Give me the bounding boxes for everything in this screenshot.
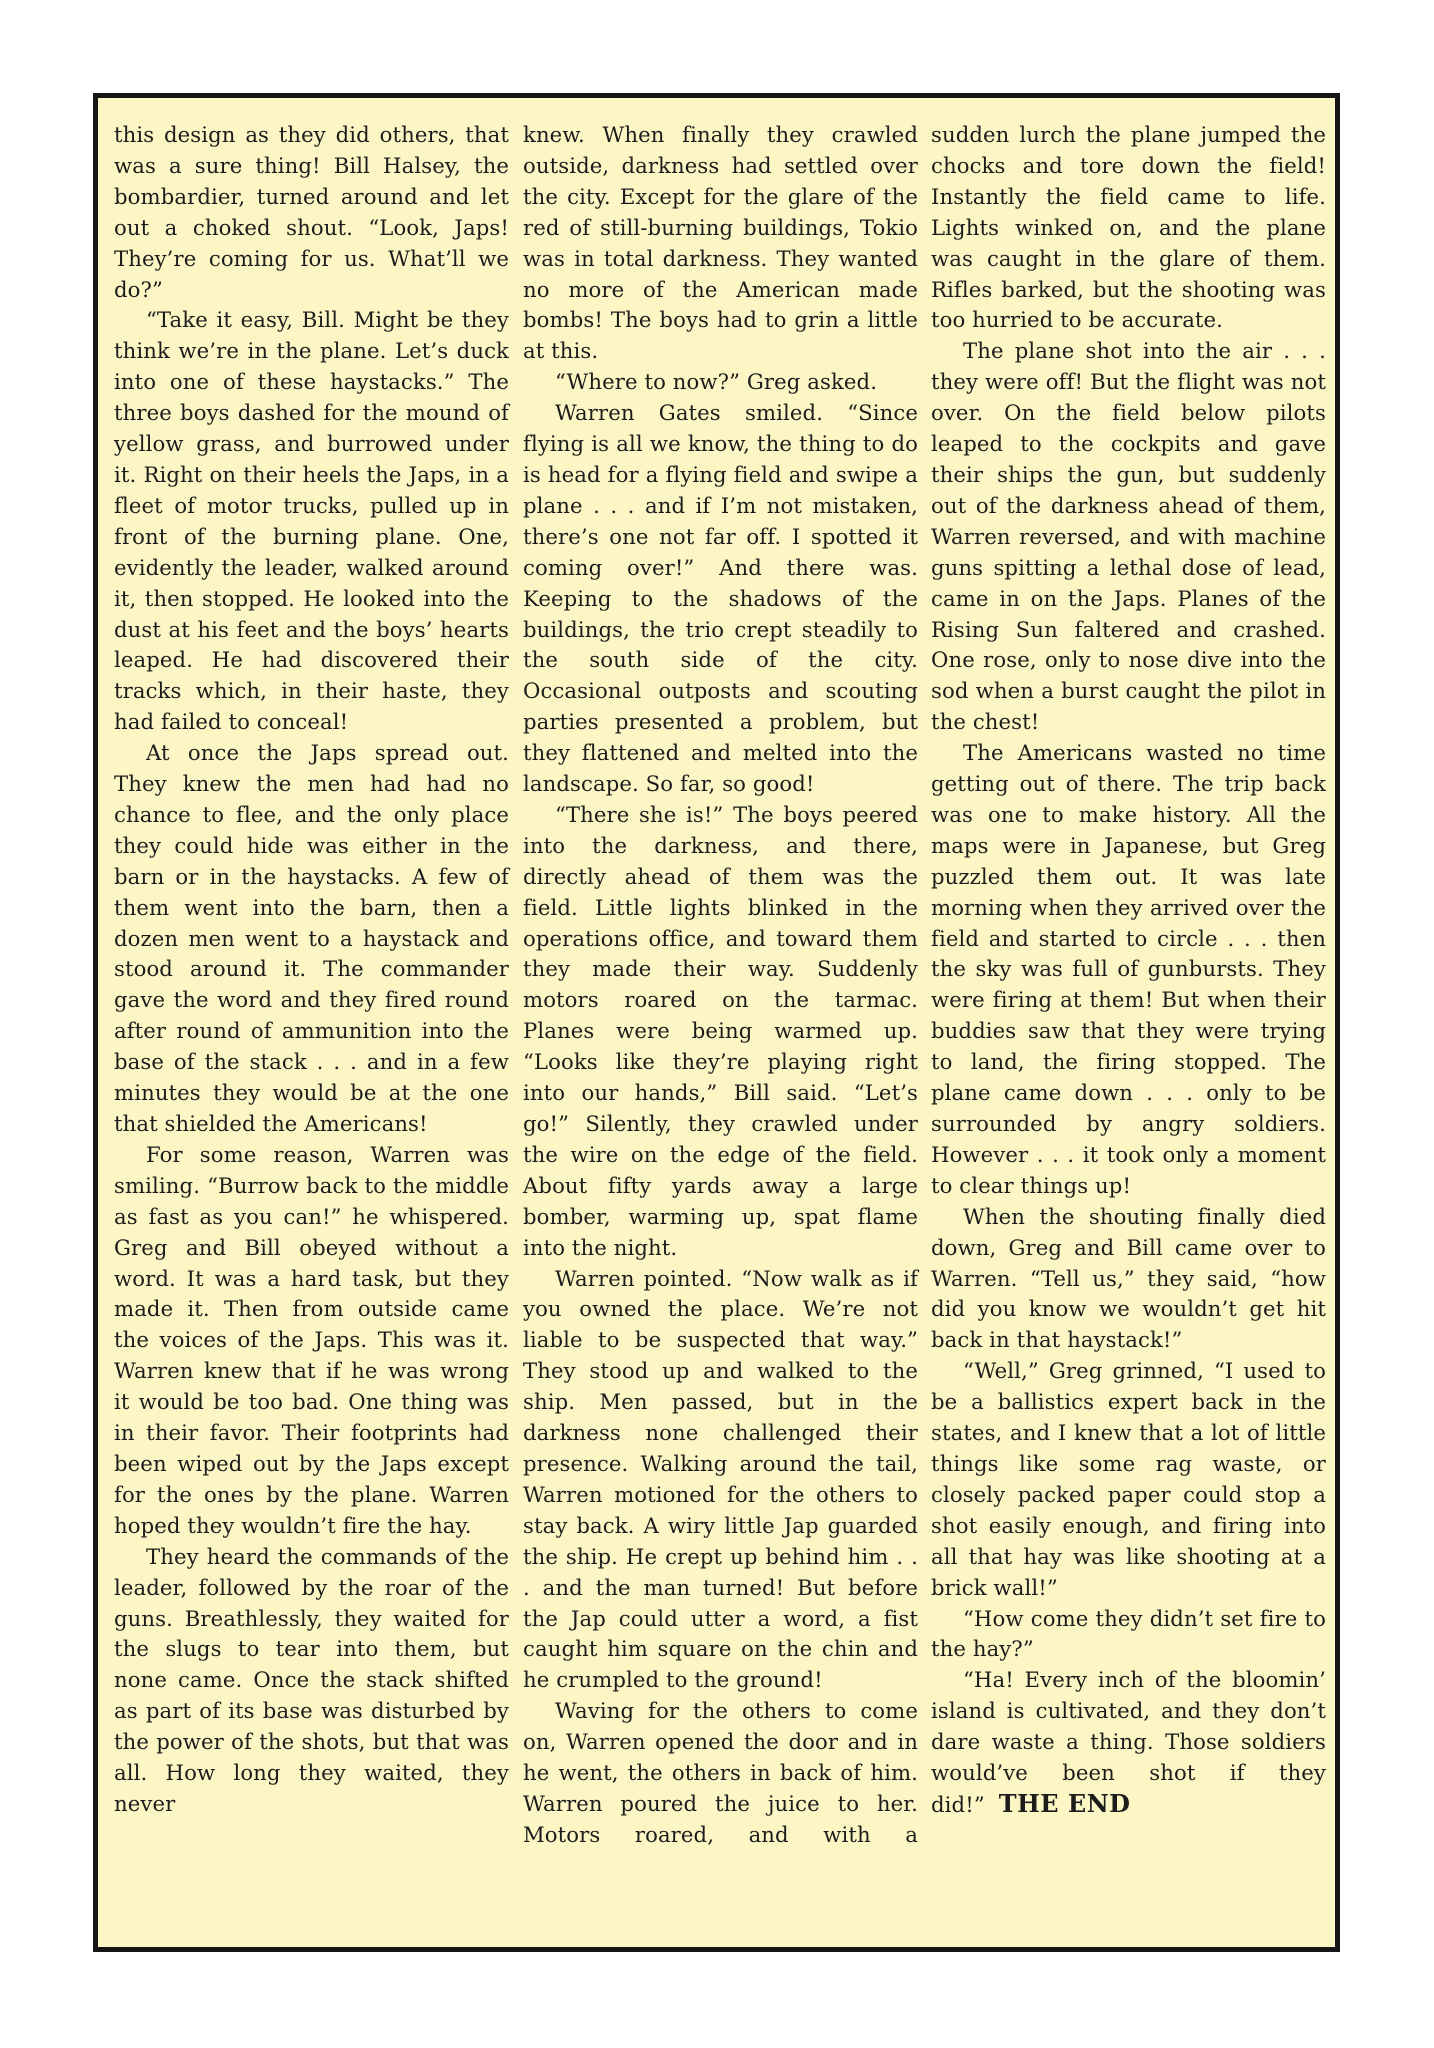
text-column-3 — [931, 120, 1326, 1821]
paragraph: sudden lurch the plane jumped the chocks and tore down the field! Instantly the field came to life. Lights winked on, and the plane was caught in the glare of them. Rifles barked, but the shooting was too hurried to be accurate. — [931, 122, 1326, 333]
paragraph: “There she is!” The boys peered into the darkness, and there, directly ahead of them was the field. Little lights blinked in the operations office, and toward them they made their way. Suddenly motors roared on the tarmac. Planes were being warmed up. “Looks like they’re playing right into our hands,” Bill said. “Let’s go!” Silently, they crawled under the wire on the edge of the field. About fifty yards away a large bomber, warming up, spat flame into the night. — [523, 801, 918, 1260]
paragraph: “Well,” Greg grinned, “I used to be a ballistics expert back in the states, and I knew that a lot of little things like some rag waste, or closely packed paper could stop a shot easily enough, and firing into all that hay was like shooting at a brick wall!” — [931, 1358, 1326, 1600]
paragraph-text: “Ha! Every inch of the bloomin’ island is cultivated, and they don’t dare waste a thing. Those soldiers would’ve been shot if they did!” — [931, 1667, 1326, 1817]
paragraph: “How come they didn’t set fire to the hay?” — [931, 1605, 1326, 1662]
text-page-panel — [93, 93, 1340, 1952]
paragraph: Warren pointed. “Now walk as if you owned the place. We’re not liable to be suspected that way.” They stood up and walked to the ship. Men passed, but in the darkness none challenged their presence. Walking around the tail, Warren motioned for the others to stay back. A wiry little Jap guarded the ship. He crept up behind him . . . and the man turned! But before the Jap could utter a word, a fist caught him square on the chin and he crumpled to the ground! — [523, 1265, 918, 1693]
paragraph: this design as they did others, that was a sure thing! Bill Halsey, the bombardier, turned around and let out a choked shout. “Look, Japs! They’re coming for us. What’ll we do?” — [114, 122, 509, 302]
final-paragraph — [931, 1665, 1326, 1821]
paragraph: “Take it easy, Bill. Might be they think we’re in the plane. Let’s duck into one of these haystacks.” The three boys dashed for the mound of yellow grass, and burrowed under it. Right on their heels the Japs, in a fleet of motor trucks, pulled up in front of the burning plane. One, evidently the leader, walked around it, then stopped. He looked into the dust at his feet and the boys’ hearts leaped. He had discovered their tracks which, in their haste, they had failed to conceal! — [114, 307, 509, 735]
paragraph: When the shouting finally died down, Greg and Bill came over to Warren. “Tell us,” they said, “how did you know we wouldn’t get hit back in that haystack!” — [931, 1203, 1326, 1353]
paragraph: knew. When finally they crawled outside, darkness had settled over the city. Except for the glare of the red of still-burning buildings, Tokio was in total darkness. They wanted no more of the American made bombs! The boys had to grin a little at this. — [523, 122, 918, 364]
text-column-1 — [114, 120, 509, 1820]
paragraph: Warren Gates smiled. “Since flying is all we know, the thing to do is head for a flying field and swipe a plane . . . and if I’m not mistaken, there’s one not far off. I spotted it coming over!” And there was. Keeping to the shadows of the buildings, the trio crept steadily to the south side of the city. Occasional outposts and scouting parties presented a problem, but they flattened and melted into the landscape. So far, so good! — [523, 400, 918, 797]
paragraph: The plane shot into the air . . . they were off! But the flight was not over. On the field below pilots leaped to the cockpits and gave their ships the gun, but suddenly out of the darkness ahead of them, Warren reversed, and with machine guns spitting a lethal dose of lead, came in on the Japs. Planes of the Rising Sun faltered and crashed. One rose, only to nose dive into the sod when a burst caught the pilot in the chest! — [931, 338, 1326, 735]
the-end-label: THE END — [998, 1788, 1131, 1818]
paragraph: They heard the commands of the leader, followed by the roar of the guns. Breathlessly, they waited for the slugs to tear into them, but none came. Once the stack shifted as part of its base was disturbed by the power of the shots, but that was all. How long they waited, they never — [114, 1543, 509, 1816]
paragraph: “Where to now?” Greg asked. — [555, 369, 878, 395]
text-column-2 — [523, 120, 918, 1851]
paragraph: The Americans wasted no time getting out of there. The trip back was one to make history. All the maps were in Japanese, but Greg puzzled them out. It was late morning when they arrived over the field and started to circle . . . then the sky was full of gunbursts. They were firing at them! But when their buddies saw that they were trying to land, the firing stopped. The plane came down . . . only to be surrounded by angry soldiers. However . . . it took only a moment to clear things up! — [931, 740, 1326, 1198]
paragraph: For some reason, Warren was smiling. “Burrow back to the middle as fast as you can!” he whispered. Greg and Bill obeyed without a word. It was a hard task, but they made it. Then from outside came the voices of the Japs. This was it. Warren knew that if he was wrong it would be too bad. One thing was in their favor. Their footprints had been wiped out by the Japs except for the ones by the plane. Warren hoped they wouldn’t fire the hay. — [114, 1141, 509, 1538]
paragraph: At once the Japs spread out. They knew the men had had no chance to flee, and the only place they could hide was either in the barn or in the haystacks. A few of them went into the barn, then a dozen men went to a haystack and stood around it. The commander gave the word and they fired round after round of ammunition into the base of the stack . . . and in a few minutes they would be at the one that shielded the Americans! — [114, 740, 509, 1136]
paragraph: Waving for the others to come on, Warren opened the door and in he went, the others in back of him. Warren poured the juice to her. Motors roared, and with a — [523, 1698, 918, 1847]
